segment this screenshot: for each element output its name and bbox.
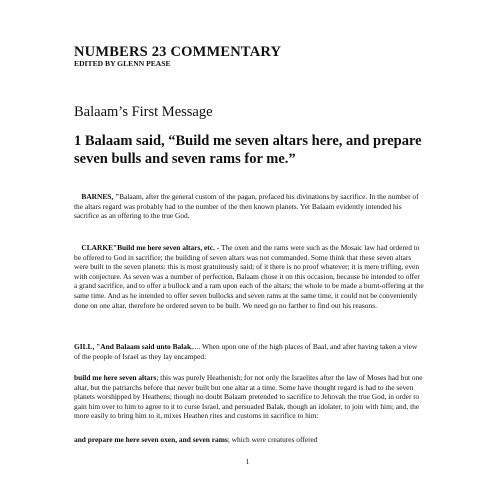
document-subtitle: EDITED BY GLENN PEASE (74, 59, 171, 68)
commentary-text: ,.... When upon one of the high places of Baal, and after having taken a view of the people of Israel as they lay encamped: (74, 342, 418, 361)
commentary-gill-oxen (74, 435, 424, 445)
section-title: Balaam’s First Message (74, 104, 213, 120)
commentary-text: ; this was purely Heathenish; for not only the Israelites after the law of Moses had but one altar, but the patriarchs before that never built but one altar at a time. Some have thought regard is had to the seven planets worshipped by Heathens; though no doubt Balaam pretended to sacrifice to Jehovah the true God, in order to gain him over to him to agree to it to curse Israel, and persuaded Balak, though an idolater, to join with him; and, the more easily to bring him to it, mixes Heathen rites and customs in sacrifice to him: (74, 373, 423, 421)
commentary-lead: GILL, "And Balaam said unto Balak (74, 342, 192, 351)
commentary-lead: BARNES, " (81, 192, 120, 201)
commentary-clarke (74, 243, 424, 310)
document-title: NUMBERS 23 COMMENTARY (74, 44, 282, 60)
commentary-lead: and prepare me here seven oxen, and seven rams (74, 435, 228, 444)
commentary-gill-altars (74, 373, 424, 421)
commentary-gill (74, 342, 424, 361)
commentary-text: ; which were creatures offered (227, 435, 318, 444)
verse-heading: 1 Balaam said, “Build me seven altars here, and prepare seven bulls and seven rams for me.” (74, 133, 422, 167)
commentary-lead: CLARKE"Build me here seven altars, etc. - (81, 243, 222, 252)
commentary-barnes (74, 192, 424, 221)
page-number: 1 (245, 457, 250, 466)
commentary-lead: build me here seven altars (74, 373, 157, 382)
commentary-text: Balaam, after the general custom of the pagan, prefaced his divinations by sacrifice. In the number of the altars regard was probably had to the number of the then known planets. Yet Balaam evidently intended his sacrifice as an offering to the true God. (74, 192, 419, 221)
commentary-text: The oxen and the rams were such as the Mosaic law had ordered to be offered to God in sacrifice; the building of seven altars was not commanded. Some think that these seven altars were built to the seven planets: this is most gratuitously said; of it there is no proof whatever; it is mere trifling, even with conjecture. As seven was a number of perfection, Balaam chose it on this occasion, because he intended to offer a grand sacrifice, and to offer a bullock and a ram upon each of the altars; the whole to be made a burnt-offering at the same time. And as he intended to offer seven bullocks and seven rams at the same time, it could not be conveniently done on one altar, therefore he ordered seven to be built. We need go no farther to find out his reasons. (74, 243, 424, 310)
